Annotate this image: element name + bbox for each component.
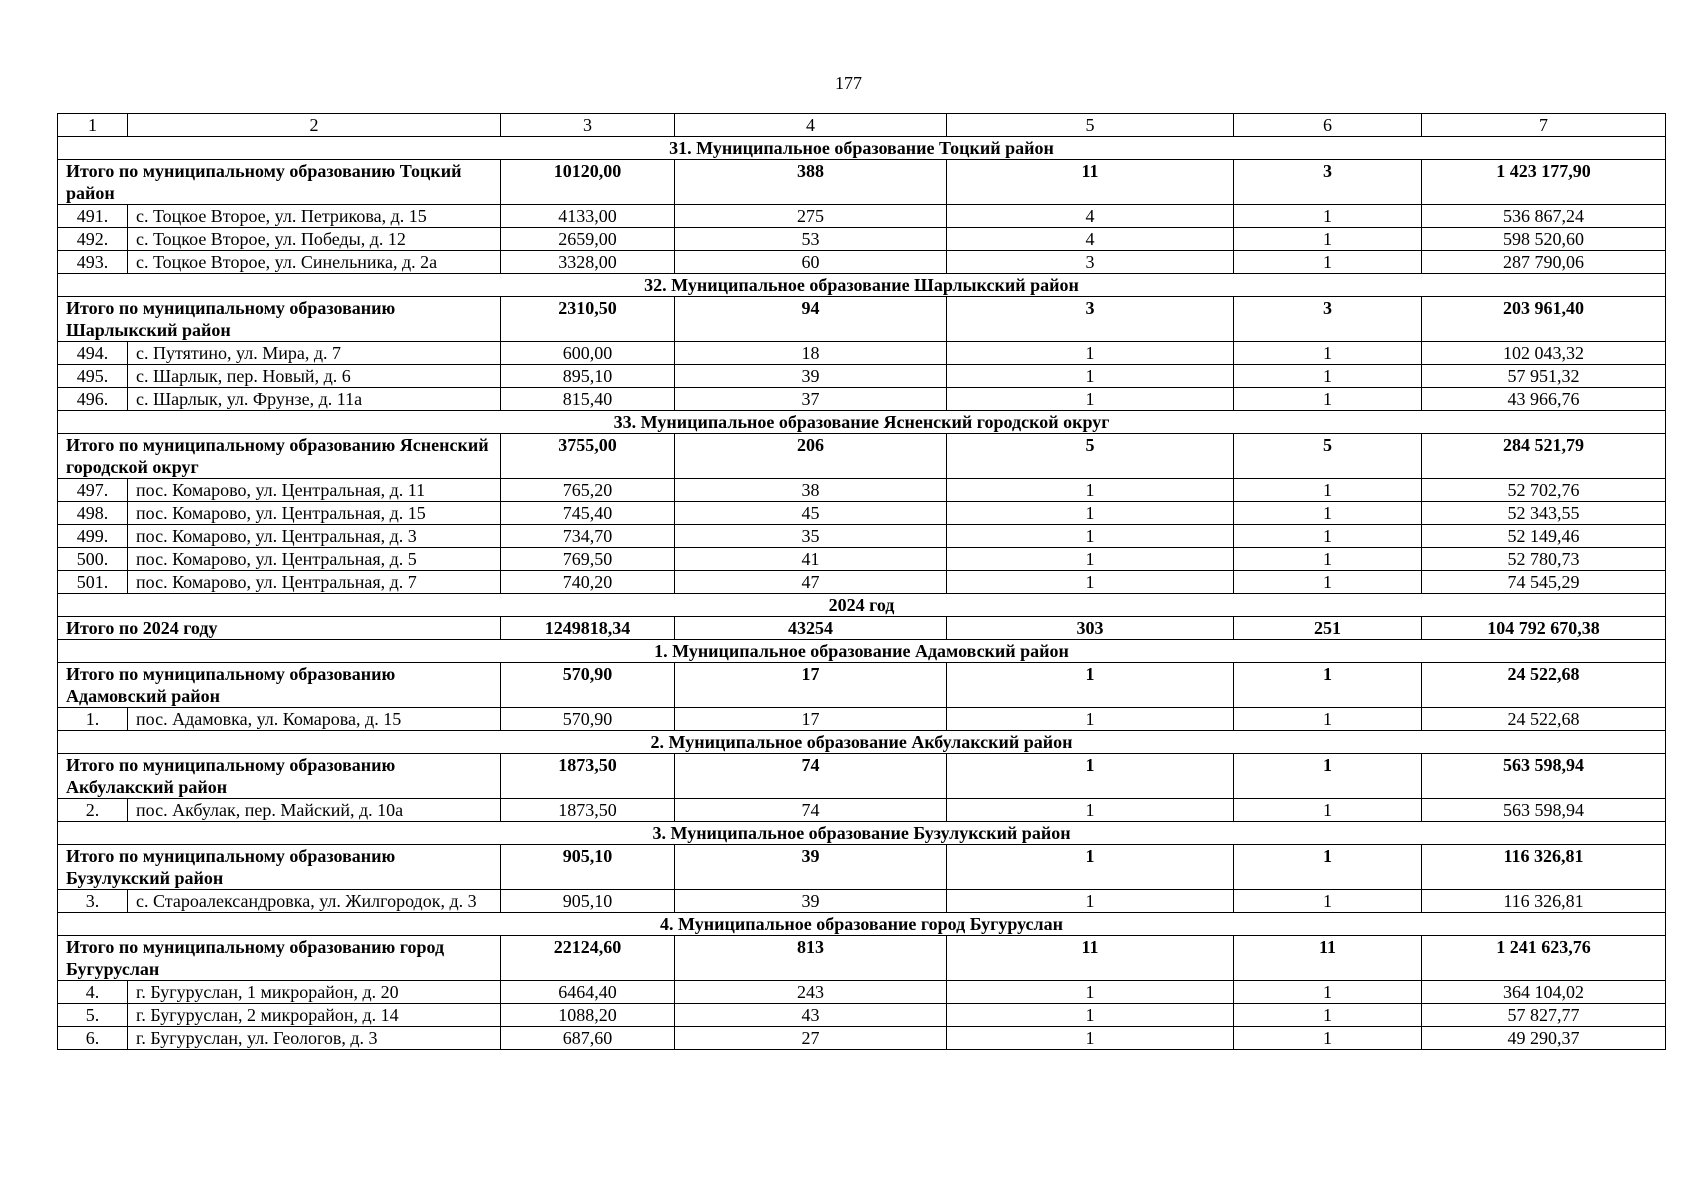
address: с. Путятино, ул. Мира, д. 7 bbox=[128, 342, 501, 365]
total-label: Итого по 2024 году bbox=[58, 617, 501, 640]
row-number: 494. bbox=[58, 342, 128, 365]
residents-value: 243 bbox=[675, 981, 947, 1004]
area-value: 600,00 bbox=[501, 342, 675, 365]
row-number: 493. bbox=[58, 251, 128, 274]
count-value: 1 bbox=[947, 525, 1234, 548]
address: пос. Комарово, ул. Центральная, д. 3 bbox=[128, 525, 501, 548]
housing-program-table bbox=[57, 113, 1666, 1050]
count-value: 1 bbox=[947, 388, 1234, 411]
total-row bbox=[58, 160, 1666, 205]
residents-value: 74 bbox=[675, 754, 947, 799]
houses-value: 1 bbox=[1234, 205, 1422, 228]
address: с. Тоцкое Второе, ул. Синельника, д. 2а bbox=[128, 251, 501, 274]
residents-value: 206 bbox=[675, 434, 947, 479]
section-heading-row bbox=[58, 594, 1666, 617]
cost-value: 49 290,37 bbox=[1422, 1027, 1666, 1050]
area-value: 2659,00 bbox=[501, 228, 675, 251]
address: г. Бугуруслан, ул. Геологов, д. 3 bbox=[128, 1027, 501, 1050]
cost-value: 57 827,77 bbox=[1422, 1004, 1666, 1027]
residents-value: 18 bbox=[675, 342, 947, 365]
section-title: 32. Муниципальное образование Шарлыкский район bbox=[58, 274, 1666, 297]
total-row bbox=[58, 297, 1666, 342]
area-value: 22124,60 bbox=[501, 936, 675, 981]
residents-value: 43 bbox=[675, 1004, 947, 1027]
count-value: 1 bbox=[947, 708, 1234, 731]
houses-value: 1 bbox=[1234, 388, 1422, 411]
residents-value: 39 bbox=[675, 845, 947, 890]
total-row bbox=[58, 845, 1666, 890]
count-value: 1 bbox=[947, 799, 1234, 822]
column-header: 6 bbox=[1234, 114, 1422, 137]
cost-value: 52 780,73 bbox=[1422, 548, 1666, 571]
row-number: 492. bbox=[58, 228, 128, 251]
total-label: Итого по муниципальному образованию Адамовский район bbox=[58, 663, 501, 708]
cost-value: 203 961,40 bbox=[1422, 297, 1666, 342]
column-header: 1 bbox=[58, 114, 128, 137]
count-value: 1 bbox=[947, 981, 1234, 1004]
column-header: 2 bbox=[128, 114, 501, 137]
houses-value: 1 bbox=[1234, 799, 1422, 822]
houses-value: 1 bbox=[1234, 1027, 1422, 1050]
total-label: Итого по муниципальному образованию Акбулакский район bbox=[58, 754, 501, 799]
row-number: 3. bbox=[58, 890, 128, 913]
area-value: 769,50 bbox=[501, 548, 675, 571]
address: с. Тоцкое Второе, ул. Победы, д. 12 bbox=[128, 228, 501, 251]
count-value: 1 bbox=[947, 365, 1234, 388]
cost-value: 284 521,79 bbox=[1422, 434, 1666, 479]
table-row bbox=[58, 981, 1666, 1004]
cost-value: 116 326,81 bbox=[1422, 890, 1666, 913]
row-number: 496. bbox=[58, 388, 128, 411]
row-number: 491. bbox=[58, 205, 128, 228]
houses-value: 1 bbox=[1234, 845, 1422, 890]
section-heading-row bbox=[58, 913, 1666, 936]
residents-value: 38 bbox=[675, 479, 947, 502]
houses-value: 1 bbox=[1234, 571, 1422, 594]
houses-value: 1 bbox=[1234, 251, 1422, 274]
row-number: 501. bbox=[58, 571, 128, 594]
address: с. Тоцкое Второе, ул. Петрикова, д. 15 bbox=[128, 205, 501, 228]
area-value: 2310,50 bbox=[501, 297, 675, 342]
houses-value: 11 bbox=[1234, 936, 1422, 981]
residents-value: 17 bbox=[675, 708, 947, 731]
cost-value: 1 423 177,90 bbox=[1422, 160, 1666, 205]
table-row bbox=[58, 342, 1666, 365]
cost-value: 536 867,24 bbox=[1422, 205, 1666, 228]
row-number: 5. bbox=[58, 1004, 128, 1027]
houses-value: 5 bbox=[1234, 434, 1422, 479]
count-value: 4 bbox=[947, 205, 1234, 228]
houses-value: 1 bbox=[1234, 1004, 1422, 1027]
cost-value: 57 951,32 bbox=[1422, 365, 1666, 388]
table-row bbox=[58, 228, 1666, 251]
residents-value: 47 bbox=[675, 571, 947, 594]
houses-value: 1 bbox=[1234, 981, 1422, 1004]
section-title: 2. Муниципальное образование Акбулакский район bbox=[58, 731, 1666, 754]
row-number: 495. bbox=[58, 365, 128, 388]
count-value: 11 bbox=[947, 936, 1234, 981]
cost-value: 364 104,02 bbox=[1422, 981, 1666, 1004]
row-number: 498. bbox=[58, 502, 128, 525]
section-title: 4. Муниципальное образование город Бугуруслан bbox=[58, 913, 1666, 936]
row-number: 497. bbox=[58, 479, 128, 502]
count-value: 1 bbox=[947, 548, 1234, 571]
area-value: 3755,00 bbox=[501, 434, 675, 479]
count-value: 1 bbox=[947, 342, 1234, 365]
cost-value: 598 520,60 bbox=[1422, 228, 1666, 251]
count-value: 303 bbox=[947, 617, 1234, 640]
residents-value: 60 bbox=[675, 251, 947, 274]
section-heading-row bbox=[58, 137, 1666, 160]
area-value: 905,10 bbox=[501, 890, 675, 913]
column-header: 3 bbox=[501, 114, 675, 137]
houses-value: 251 bbox=[1234, 617, 1422, 640]
residents-value: 388 bbox=[675, 160, 947, 205]
area-value: 740,20 bbox=[501, 571, 675, 594]
count-value: 3 bbox=[947, 251, 1234, 274]
address: пос. Комарово, ул. Центральная, д. 7 bbox=[128, 571, 501, 594]
row-number: 2. bbox=[58, 799, 128, 822]
area-value: 1873,50 bbox=[501, 799, 675, 822]
cost-value: 52 343,55 bbox=[1422, 502, 1666, 525]
address: пос. Комарово, ул. Центральная, д. 11 bbox=[128, 479, 501, 502]
section-heading-row bbox=[58, 640, 1666, 663]
section-title: 2024 год bbox=[58, 594, 1666, 617]
page-number: 177 bbox=[835, 73, 862, 93]
houses-value: 1 bbox=[1234, 663, 1422, 708]
area-value: 815,40 bbox=[501, 388, 675, 411]
residents-value: 39 bbox=[675, 890, 947, 913]
cost-value: 1 241 623,76 bbox=[1422, 936, 1666, 981]
area-value: 6464,40 bbox=[501, 981, 675, 1004]
area-value: 570,90 bbox=[501, 663, 675, 708]
count-value: 1 bbox=[947, 502, 1234, 525]
table-row bbox=[58, 1004, 1666, 1027]
table-body bbox=[58, 114, 1666, 1050]
table-row bbox=[58, 365, 1666, 388]
count-value: 1 bbox=[947, 479, 1234, 502]
address: пос. Комарово, ул. Центральная, д. 15 bbox=[128, 502, 501, 525]
area-value: 4133,00 bbox=[501, 205, 675, 228]
cost-value: 563 598,94 bbox=[1422, 799, 1666, 822]
cost-value: 102 043,32 bbox=[1422, 342, 1666, 365]
address: пос. Адамовка, ул. Комарова, д. 15 bbox=[128, 708, 501, 731]
residents-value: 35 bbox=[675, 525, 947, 548]
column-header: 7 bbox=[1422, 114, 1666, 137]
address: с. Шарлык, пер. Новый, д. 6 bbox=[128, 365, 501, 388]
total-row bbox=[58, 754, 1666, 799]
houses-value: 1 bbox=[1234, 548, 1422, 571]
houses-value: 1 bbox=[1234, 479, 1422, 502]
cost-value: 52 149,46 bbox=[1422, 525, 1666, 548]
cost-value: 287 790,06 bbox=[1422, 251, 1666, 274]
residents-value: 41 bbox=[675, 548, 947, 571]
residents-value: 53 bbox=[675, 228, 947, 251]
table-row bbox=[58, 502, 1666, 525]
cost-value: 74 545,29 bbox=[1422, 571, 1666, 594]
count-value: 3 bbox=[947, 297, 1234, 342]
houses-value: 1 bbox=[1234, 502, 1422, 525]
count-value: 1 bbox=[947, 1027, 1234, 1050]
houses-value: 1 bbox=[1234, 228, 1422, 251]
section-title: 33. Муниципальное образование Ясненский городской округ bbox=[58, 411, 1666, 434]
address: г. Бугуруслан, 1 микрорайон, д. 20 bbox=[128, 981, 501, 1004]
row-number: 1. bbox=[58, 708, 128, 731]
table-row bbox=[58, 548, 1666, 571]
table-row bbox=[58, 205, 1666, 228]
area-value: 745,40 bbox=[501, 502, 675, 525]
row-number: 499. bbox=[58, 525, 128, 548]
section-title: 1. Муниципальное образование Адамовский район bbox=[58, 640, 1666, 663]
cost-value: 24 522,68 bbox=[1422, 708, 1666, 731]
row-number: 500. bbox=[58, 548, 128, 571]
area-value: 10120,00 bbox=[501, 160, 675, 205]
table-row bbox=[58, 1027, 1666, 1050]
table-row bbox=[58, 890, 1666, 913]
area-value: 1249818,34 bbox=[501, 617, 675, 640]
cost-value: 104 792 670,38 bbox=[1422, 617, 1666, 640]
table-row bbox=[58, 479, 1666, 502]
section-heading-row bbox=[58, 274, 1666, 297]
count-value: 1 bbox=[947, 571, 1234, 594]
section-heading-row bbox=[58, 731, 1666, 754]
area-value: 1088,20 bbox=[501, 1004, 675, 1027]
table-row bbox=[58, 799, 1666, 822]
total-label: Итого по муниципальному образованию Шарлыкский район bbox=[58, 297, 501, 342]
table-row bbox=[58, 571, 1666, 594]
residents-value: 813 bbox=[675, 936, 947, 981]
residents-value: 17 bbox=[675, 663, 947, 708]
total-row bbox=[58, 936, 1666, 981]
address: с. Шарлык, ул. Фрунзе, д. 11а bbox=[128, 388, 501, 411]
houses-value: 1 bbox=[1234, 754, 1422, 799]
residents-value: 45 bbox=[675, 502, 947, 525]
total-label: Итого по муниципальному образованию Тоцкий район bbox=[58, 160, 501, 205]
area-value: 3328,00 bbox=[501, 251, 675, 274]
column-number-row bbox=[58, 114, 1666, 137]
section-title: 3. Муниципальное образование Бузулукский район bbox=[58, 822, 1666, 845]
houses-value: 1 bbox=[1234, 365, 1422, 388]
count-value: 1 bbox=[947, 845, 1234, 890]
residents-value: 27 bbox=[675, 1027, 947, 1050]
section-title: 31. Муниципальное образование Тоцкий район bbox=[58, 137, 1666, 160]
cost-value: 116 326,81 bbox=[1422, 845, 1666, 890]
houses-value: 1 bbox=[1234, 890, 1422, 913]
address: г. Бугуруслан, 2 микрорайон, д. 14 bbox=[128, 1004, 501, 1027]
count-value: 5 bbox=[947, 434, 1234, 479]
total-row bbox=[58, 434, 1666, 479]
residents-value: 74 bbox=[675, 799, 947, 822]
total-label: Итого по муниципальному образованию город Бугуруслан bbox=[58, 936, 501, 981]
count-value: 1 bbox=[947, 1004, 1234, 1027]
area-value: 570,90 bbox=[501, 708, 675, 731]
cost-value: 52 702,76 bbox=[1422, 479, 1666, 502]
area-value: 895,10 bbox=[501, 365, 675, 388]
area-value: 905,10 bbox=[501, 845, 675, 890]
table-row bbox=[58, 388, 1666, 411]
cost-value: 24 522,68 bbox=[1422, 663, 1666, 708]
address: с. Староалександровка, ул. Жилгородок, д. 3 bbox=[128, 890, 501, 913]
table-row bbox=[58, 525, 1666, 548]
column-header: 4 bbox=[675, 114, 947, 137]
total-label: Итого по муниципальному образованию Ясненский городской округ bbox=[58, 434, 501, 479]
houses-value: 1 bbox=[1234, 708, 1422, 731]
total-row bbox=[58, 617, 1666, 640]
cost-value: 43 966,76 bbox=[1422, 388, 1666, 411]
area-value: 1873,50 bbox=[501, 754, 675, 799]
residents-value: 43254 bbox=[675, 617, 947, 640]
count-value: 11 bbox=[947, 160, 1234, 205]
houses-value: 3 bbox=[1234, 160, 1422, 205]
count-value: 4 bbox=[947, 228, 1234, 251]
row-number: 6. bbox=[58, 1027, 128, 1050]
column-header: 5 bbox=[947, 114, 1234, 137]
houses-value: 1 bbox=[1234, 342, 1422, 365]
area-value: 765,20 bbox=[501, 479, 675, 502]
table-row bbox=[58, 251, 1666, 274]
section-heading-row bbox=[58, 822, 1666, 845]
residents-value: 275 bbox=[675, 205, 947, 228]
address: пос. Акбулак, пер. Майский, д. 10а bbox=[128, 799, 501, 822]
residents-value: 39 bbox=[675, 365, 947, 388]
total-row bbox=[58, 663, 1666, 708]
houses-value: 3 bbox=[1234, 297, 1422, 342]
residents-value: 94 bbox=[675, 297, 947, 342]
houses-value: 1 bbox=[1234, 525, 1422, 548]
total-label: Итого по муниципальному образованию Бузулукский район bbox=[58, 845, 501, 890]
row-number: 4. bbox=[58, 981, 128, 1004]
table-row bbox=[58, 708, 1666, 731]
residents-value: 37 bbox=[675, 388, 947, 411]
count-value: 1 bbox=[947, 663, 1234, 708]
area-value: 734,70 bbox=[501, 525, 675, 548]
section-heading-row bbox=[58, 411, 1666, 434]
area-value: 687,60 bbox=[501, 1027, 675, 1050]
count-value: 1 bbox=[947, 754, 1234, 799]
cost-value: 563 598,94 bbox=[1422, 754, 1666, 799]
count-value: 1 bbox=[947, 890, 1234, 913]
address: пос. Комарово, ул. Центральная, д. 5 bbox=[128, 548, 501, 571]
